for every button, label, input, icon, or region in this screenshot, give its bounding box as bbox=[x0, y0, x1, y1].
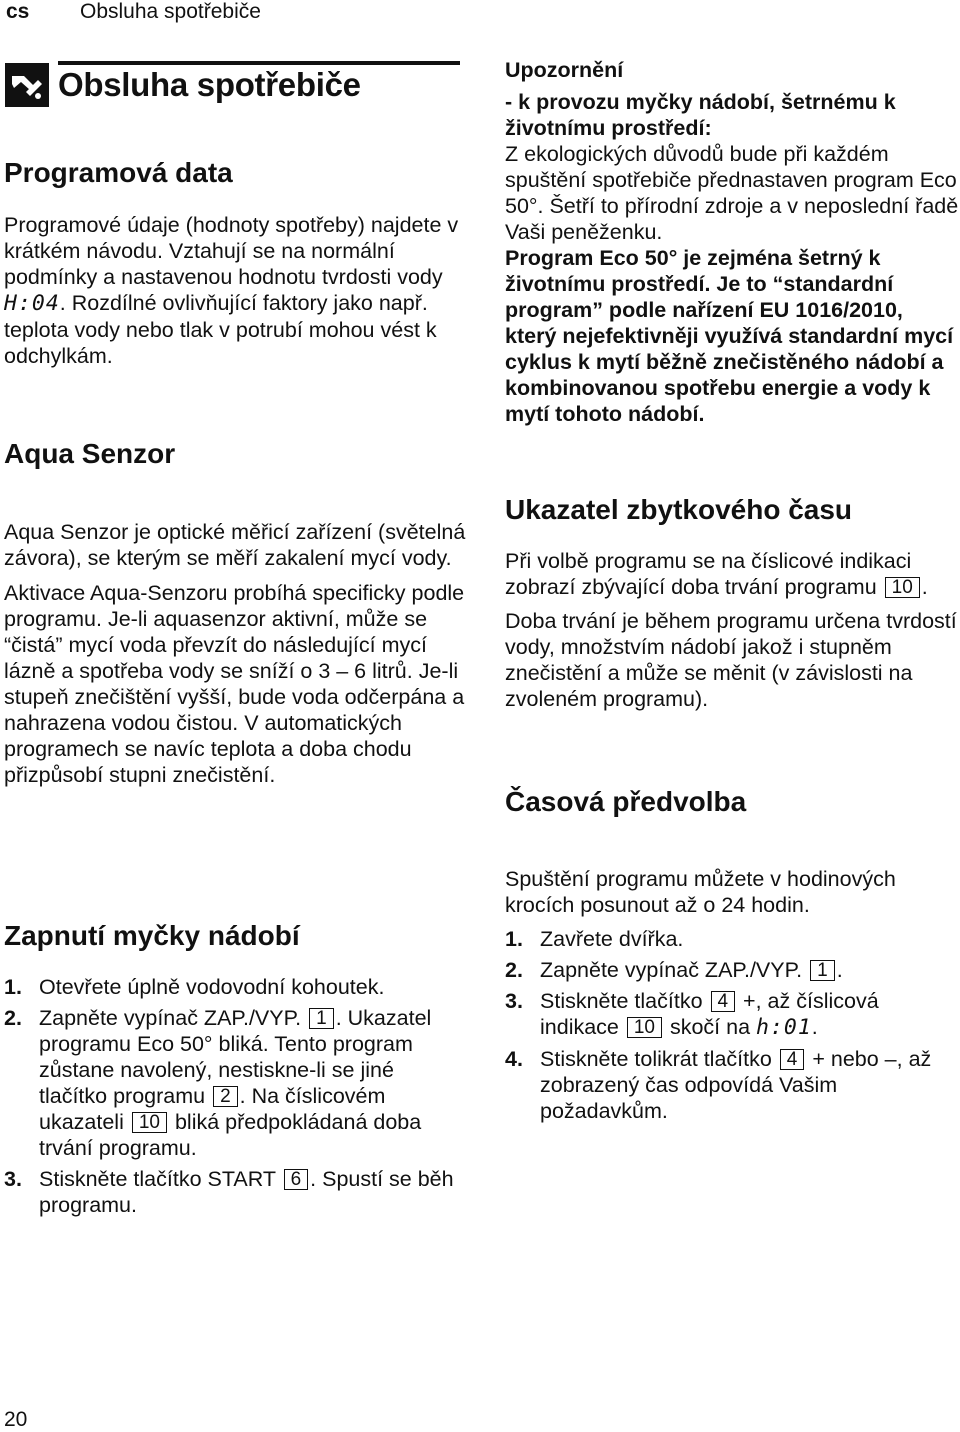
hand-appliance-icon bbox=[4, 62, 50, 108]
key-10: 10 bbox=[885, 577, 920, 598]
step-number: 3. bbox=[4, 1167, 22, 1191]
programova-data-text bbox=[4, 212, 466, 369]
heading-aqua-senzor: Aqua Senzor bbox=[4, 438, 176, 469]
list-item bbox=[505, 957, 960, 983]
step-text: . bbox=[811, 1015, 818, 1039]
ukazatel-para-2: Doba trvání je během programu určena tvrdostí vody, množstvím nádobí jakož i stupněm znečistění a může se měnit (v závislosti na zvoleném programu). bbox=[505, 609, 957, 711]
text-part: . bbox=[921, 575, 928, 599]
list-item bbox=[4, 1005, 466, 1161]
key-1: 1 bbox=[810, 960, 835, 981]
step-text: skočí na bbox=[664, 1015, 757, 1039]
key-1: 1 bbox=[309, 1008, 334, 1029]
step-number: 1. bbox=[4, 975, 22, 999]
step-number: 1. bbox=[505, 927, 523, 951]
page-number: 20 bbox=[4, 1408, 28, 1431]
heading-ukazatel: Ukazatel zbytkového času bbox=[505, 494, 853, 525]
heading-upozorneni: Upozornění bbox=[505, 58, 624, 82]
casova-intro: Spuštění programu můžete v hodinových krocích posunout až o 24 hodin. bbox=[505, 867, 896, 917]
step-text: Stiskněte tlačítko START bbox=[39, 1167, 282, 1191]
step-text: +, až číslicová indikace bbox=[540, 989, 879, 1039]
step-number: 2. bbox=[4, 1006, 22, 1030]
key-10: 10 bbox=[132, 1112, 167, 1133]
section-casova bbox=[505, 786, 960, 1124]
list-item bbox=[505, 1046, 960, 1124]
zapnuti-steps bbox=[4, 974, 466, 1218]
ukazatel-para-1 bbox=[505, 548, 960, 600]
step-text: bliká předpokládaná doba trvání programu. bbox=[39, 1110, 422, 1160]
step-text: Stiskněte tlačítko bbox=[540, 989, 709, 1013]
list-item bbox=[505, 926, 960, 952]
key-6: 6 bbox=[284, 1169, 309, 1190]
running-header: Obsluha spotřebiče bbox=[80, 0, 261, 23]
language-code: cs bbox=[6, 0, 30, 23]
step-text: . Spustí se běh programu. bbox=[39, 1167, 454, 1217]
list-item bbox=[4, 1166, 466, 1218]
step-text: Otevřete úplně vodovodní kohoutek. bbox=[39, 975, 385, 999]
upozorneni-intro: - k provozu myčky nádobí, šetrnému k životnímu prostředí: bbox=[505, 90, 896, 140]
step-text: . Ukazatel programu Eco 50° bliká. Tento program zůstane navolený, nestiskne-li se jiné tlačítko programu bbox=[39, 1006, 432, 1108]
section-aqua-senzor bbox=[4, 438, 466, 788]
step-number: 2. bbox=[505, 958, 523, 982]
section-upozorneni bbox=[505, 57, 960, 427]
list-item bbox=[4, 974, 466, 1000]
chapter-title: Obsluha spotřebiče bbox=[58, 66, 361, 103]
step-number: 3. bbox=[505, 989, 523, 1013]
step-text: + nebo –, až zobrazený čas odpovídá Vašim požadavkům. bbox=[540, 1047, 932, 1123]
heading-zapnuti: Zapnutí myčky nádobí bbox=[4, 920, 300, 951]
text-part: . Rozdílné ovlivňující faktory jako např. teplota vody nebo tlak v potrubí mohou vést k odchylkám. bbox=[4, 291, 437, 368]
heading-casova: Časová předvolba bbox=[505, 786, 747, 817]
step-text: Zapněte vypínač ZAP./VYP. bbox=[39, 1006, 308, 1030]
aqua-senzor-para-1: Aqua Senzor je optické měřicí zařízení (světelná závora), se kterým se měří zakalení mycí vody. bbox=[4, 520, 466, 570]
key-10: 10 bbox=[627, 1017, 662, 1038]
display-value: H:04 bbox=[4, 291, 60, 316]
key-2: 2 bbox=[213, 1086, 238, 1107]
casova-steps bbox=[505, 926, 960, 1124]
chapter-rule bbox=[58, 61, 460, 65]
aqua-senzor-para-2: Aktivace Aqua-Senzoru probíhá specificky podle programu. Je-li aquasenzor aktivní, může se “čistá” mycí voda převzít do následující mycí lázně a spotřeba vody se sníží o 3 – 6 litrů. Je-li stupeň znečištění vyšší, bude voda odčerpána a nahrazena vodou čistou. V automatických programech se navíc teplota a doba chodu přizpůsobí stupni znečistění. bbox=[4, 581, 465, 787]
step-text: . bbox=[836, 958, 843, 982]
key-4: 4 bbox=[711, 991, 736, 1012]
step-text: Stiskněte tolikrát tlačítko bbox=[540, 1047, 778, 1071]
display-value: h:01 bbox=[756, 1015, 812, 1040]
key-4: 4 bbox=[780, 1049, 805, 1070]
upozorneni-bold-text: Program Eco 50° je zejména šetrný k životnímu prostředí. Je to “standardní program” podle nařízení EU 1016/2010, který nejefektivněji využívá standardní mycí cyklus k mytí běžně znečistěného nádobí a kombinovanou spotřebu energie a vody k mytí tohoto nádobí. bbox=[505, 246, 954, 426]
step-text: Zavřete dvířka. bbox=[540, 927, 684, 951]
heading-programova-data: Programová data bbox=[4, 157, 233, 188]
step-text: . Na číslicovém ukazateli bbox=[39, 1084, 386, 1134]
text-part: Programové údaje (hodnoty spotřeby) najdete v krátkém návodu. Vztahují se na normální podmínky a nastavenou hodnotu tvrdosti vody bbox=[4, 213, 459, 289]
step-number: 4. bbox=[505, 1047, 523, 1071]
section-programova-data bbox=[4, 157, 466, 369]
list-item bbox=[505, 988, 960, 1041]
section-zapnuti bbox=[4, 920, 466, 1218]
text-part: Při volbě programu se na číslicové indikaci zobrazí zbývající doba trvání programu bbox=[505, 549, 912, 599]
step-text: Zapněte vypínač ZAP./VYP. bbox=[540, 958, 809, 982]
upozorneni-text: Z ekologických důvodů bude při každém spuštění spotřebiče přednastaven program Eco 50°. Šetří to přírodní zdroje a v neposlední řadě Vaši peněženku. bbox=[505, 142, 959, 244]
section-ukazatel bbox=[505, 494, 960, 712]
